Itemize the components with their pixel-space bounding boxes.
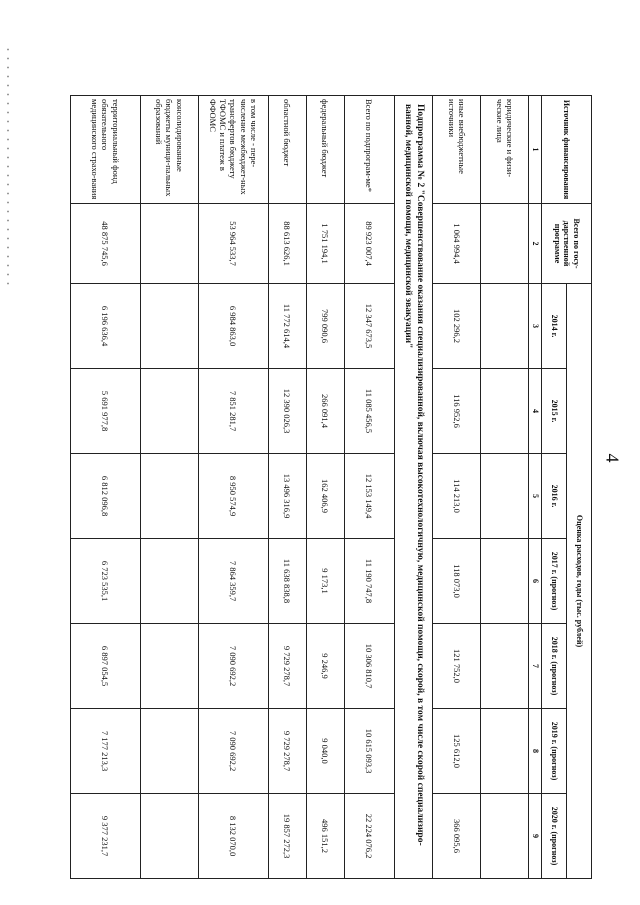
column-number: 6 <box>529 539 542 624</box>
cell-value: 11 085 456,5 <box>344 369 394 454</box>
header-year: 2019 г. (прогноз) <box>542 709 567 794</box>
header-year: 2014 г. <box>542 284 567 369</box>
cell-value: 799 090,6 <box>306 284 344 369</box>
table-row <box>344 96 394 879</box>
header-year: 2016 г. <box>542 454 567 539</box>
cell-value: 496 151,2 <box>306 794 344 879</box>
cell-value <box>481 794 529 879</box>
cell-value: 6 984 863,0 <box>198 284 268 369</box>
row-label: в том числе - пере-числение межбюджет-ных трансфертов бюджету ТФОМС и платеж в ФФОМС <box>198 96 268 204</box>
subprogram-row <box>394 96 433 879</box>
header-source: Источник финансирования <box>542 96 592 204</box>
column-number: 9 <box>529 794 542 879</box>
cell-value: 12 390 026,3 <box>268 369 306 454</box>
subprogram-title: Подпрограмма № 2 "Совершенствование оказания специализированной, включая высокотехнологичную, медицинской помощи, скорой, в том числе скорой специализиро-ванной, медицинской помощи, медицинской эвакуации" <box>394 96 433 879</box>
cell-total: 88 613 626,1 <box>268 204 306 284</box>
cell-value: 13 496 316,9 <box>268 454 306 539</box>
cell-value: 11 638 838,8 <box>268 539 306 624</box>
cell-value: 118 073,0 <box>433 539 481 624</box>
cell-total: 53 964 533,7 <box>198 204 268 284</box>
column-number: 2 <box>529 204 542 284</box>
cell-value <box>140 709 198 794</box>
row-label: иные внебюджетные источники <box>433 96 481 204</box>
financing-table <box>70 95 592 879</box>
cell-value: 6 723 535,1 <box>70 539 140 624</box>
row-label: консолидированные бюджеты муници-пальных образований <box>140 96 198 204</box>
cell-value: 5 691 977,8 <box>70 369 140 454</box>
cell-value: 19 857 272,3 <box>268 794 306 879</box>
table-row <box>198 96 268 879</box>
rotated-table-container <box>48 95 592 878</box>
cell-value: 7 090 692,2 <box>198 624 268 709</box>
cell-value: 121 752,0 <box>433 624 481 709</box>
cell-value <box>481 284 529 369</box>
cell-value <box>481 454 529 539</box>
cell-value: 9 377 231,7 <box>70 794 140 879</box>
cell-value: 7 090 692,2 <box>198 709 268 794</box>
column-number-row <box>529 96 542 879</box>
cell-value: 125 612,0 <box>433 709 481 794</box>
column-number: 4 <box>529 369 542 454</box>
cell-value <box>140 454 198 539</box>
cell-total: 89 923 007,4 <box>344 204 394 284</box>
cell-value: 9 729 278,7 <box>268 624 306 709</box>
margin-punch-marks <box>6 45 10 285</box>
cell-value: 11 772 614,4 <box>268 284 306 369</box>
cell-value <box>481 369 529 454</box>
row-label: территориальный фонд обязательного медицинского страхо-вания <box>70 96 140 204</box>
cell-value <box>140 624 198 709</box>
cell-value <box>481 709 529 794</box>
cell-total <box>140 204 198 284</box>
cell-value: 12 153 149,4 <box>344 454 394 539</box>
cell-value: 6 812 096,8 <box>70 454 140 539</box>
cell-value: 22 224 076,2 <box>344 794 394 879</box>
cell-total: 1 064 994,4 <box>433 204 481 284</box>
cell-value: 9 246,9 <box>306 624 344 709</box>
header-estimate: Оценка расходов, годы (тыс. рублей) <box>567 284 592 879</box>
cell-value: 9 040,0 <box>306 709 344 794</box>
cell-value: 116 952,6 <box>433 369 481 454</box>
row-label: Всего по подпрограм-ме* <box>344 96 394 204</box>
cell-value: 162 406,9 <box>306 454 344 539</box>
table-row <box>70 96 140 879</box>
column-number: 7 <box>529 624 542 709</box>
cell-total <box>481 204 529 284</box>
column-number: 8 <box>529 709 542 794</box>
cell-total: 48 875 745,6 <box>70 204 140 284</box>
cell-value: 10 306 810,7 <box>344 624 394 709</box>
cell-value: 7 851 281,7 <box>198 369 268 454</box>
cell-value <box>481 624 529 709</box>
header-year: 2018 г. (прогноз) <box>542 624 567 709</box>
row-label: юридические и физи-ческие лица <box>481 96 529 204</box>
table-row <box>306 96 344 879</box>
cell-value: 12 347 673,5 <box>344 284 394 369</box>
rotated-page-content <box>48 95 592 878</box>
cell-value: 7 177 213,3 <box>70 709 140 794</box>
table-row <box>140 96 198 879</box>
cell-value: 114 213,0 <box>433 454 481 539</box>
cell-value: 8 950 574,9 <box>198 454 268 539</box>
cell-value: 366 095,6 <box>433 794 481 879</box>
cell-value: 7 864 359,7 <box>198 539 268 624</box>
cell-value: 6 897 054,5 <box>70 624 140 709</box>
cell-value: 9 173,1 <box>306 539 344 624</box>
table-row <box>268 96 306 879</box>
cell-total: 1 751 194,1 <box>306 204 344 284</box>
cell-value: 10 615 093,3 <box>344 709 394 794</box>
page-number: 4 <box>602 453 623 463</box>
cell-value: 6 196 636,4 <box>70 284 140 369</box>
cell-value <box>140 539 198 624</box>
column-number: 1 <box>529 96 542 204</box>
table-row <box>481 96 529 879</box>
cell-value <box>140 284 198 369</box>
cell-value <box>481 539 529 624</box>
cell-value: 8 132 070,0 <box>198 794 268 879</box>
row-label: областной бюджет <box>268 96 306 204</box>
table-row <box>433 96 481 879</box>
header-year: 2017 г. (прогноз) <box>542 539 567 624</box>
cell-value: 9 729 278,7 <box>268 709 306 794</box>
cell-value <box>140 369 198 454</box>
header-year: 2015 г. <box>542 369 567 454</box>
row-label: федеральный бюджет <box>306 96 344 204</box>
column-number: 5 <box>529 454 542 539</box>
cell-value: 11 190 747,8 <box>344 539 394 624</box>
header-year: 2020 г. (прогноз) <box>542 794 567 879</box>
cell-value: 266 091,4 <box>306 369 344 454</box>
header-total: Всего по госу-дарственной программе <box>542 204 592 284</box>
cell-value: 102 296,2 <box>433 284 481 369</box>
column-number: 3 <box>529 284 542 369</box>
cell-value <box>140 794 198 879</box>
